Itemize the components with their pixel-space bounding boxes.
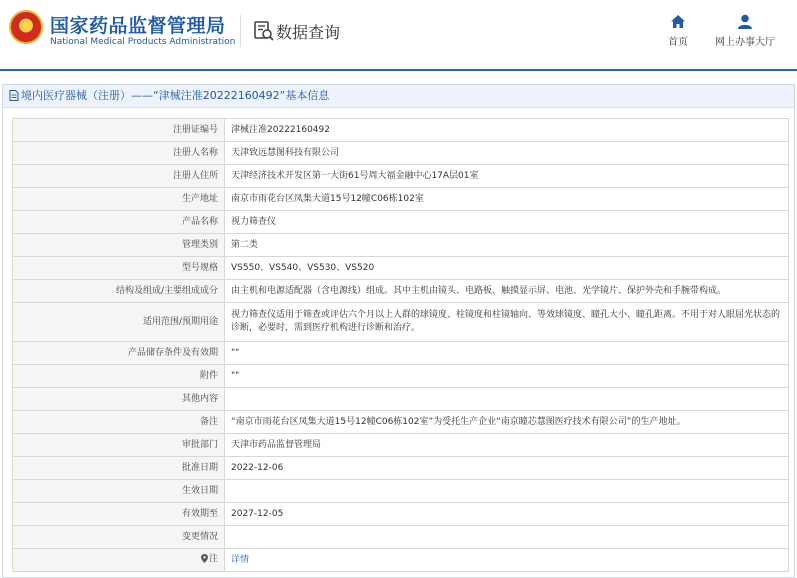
field-label: 型号规格 <box>13 257 225 280</box>
field-value: "" <box>225 365 789 388</box>
field-label: 产品名称 <box>13 211 225 234</box>
table-row <box>13 342 789 365</box>
table-row <box>13 188 789 211</box>
field-label: 审批部门 <box>13 434 225 457</box>
field-label: 注册人名称 <box>13 142 225 165</box>
site-header <box>0 0 797 66</box>
field-value <box>225 549 789 572</box>
table-row <box>13 303 789 342</box>
nav-online-hall-button[interactable] <box>712 14 778 48</box>
header-divider <box>240 15 241 47</box>
table-row <box>13 280 789 303</box>
table-row <box>13 388 789 411</box>
table-row <box>13 211 789 234</box>
field-value: VS550、VS540、VS530、VS520 <box>225 257 789 280</box>
user-icon <box>737 14 753 29</box>
field-label: 备注 <box>13 411 225 434</box>
field-value: "" <box>225 342 789 365</box>
field-value: 天津市药品监督管理局 <box>225 434 789 457</box>
field-value: 2027-12-05 <box>225 503 789 526</box>
data-query-title: 数据查询 <box>276 23 341 42</box>
nav-home-button[interactable] <box>663 14 693 48</box>
details-link[interactable]: 详情 <box>231 554 250 565</box>
table-row <box>13 480 789 503</box>
field-label: 管理类别 <box>13 234 225 257</box>
table-row <box>13 549 789 572</box>
nav-online-hall-label: 网上办事大厅 <box>715 37 775 48</box>
field-value <box>225 480 789 503</box>
panel-heading <box>3 85 794 108</box>
panel-title: 境内医疗器械（注册）——“津械注准20222160492”基本信息 <box>21 89 330 102</box>
field-label-note <box>13 549 225 572</box>
note-label: 注 <box>208 553 218 564</box>
table-row <box>13 434 789 457</box>
field-value: 由主机和电源适配器（含电源线）组成。其中主机由镜头、电路板、触摸显示屏、电池、光学镜片、保护外壳和手腕带构成。 <box>225 280 789 303</box>
nav-home-label: 首页 <box>668 37 688 48</box>
field-value: 第二类 <box>225 234 789 257</box>
field-value: 津械注准20222160492 <box>225 119 789 142</box>
national-emblem-icon: ★ <box>9 10 43 44</box>
org-name-en[interactable]: National Medical Products Administration <box>50 37 236 47</box>
basic-info-panel <box>2 84 795 578</box>
field-label: 产品储存条件及有效期 <box>13 342 225 365</box>
field-value: 南京市雨花台区凤集大道15号12幢C06栋102室 <box>225 188 789 211</box>
table-row <box>13 365 789 388</box>
table-row <box>13 526 789 549</box>
field-label: 批准日期 <box>13 457 225 480</box>
document-icon <box>9 87 19 109</box>
field-value: 2022-12-06 <box>225 457 789 480</box>
table-row <box>13 165 789 188</box>
data-query-icon <box>253 20 275 42</box>
field-value: 视力筛查仪适用于筛查或评估六个月以上人群的球镜度、柱镜度和柱镜轴向、等效球镜度、瞳孔大小、瞳孔距离。不用于对人眼屈光状态的诊断，必要时，需到医疗机构进行诊断和治疗。 <box>225 303 789 342</box>
org-name-cn[interactable]: 国家药品监督管理局 <box>50 15 226 37</box>
field-label: 适用范围/预期用途 <box>13 303 225 342</box>
location-pin-icon <box>201 554 208 568</box>
field-value: “南京市雨花台区凤集大道15号12幢C06栋102室”为受托生产企业“南京瞳芯慧图医疗技术有限公司”的生产地址。 <box>225 411 789 434</box>
field-label: 其他内容 <box>13 388 225 411</box>
field-label: 变更情况 <box>13 526 225 549</box>
field-value: 天津致远慧图科技有限公司 <box>225 142 789 165</box>
field-label: 结构及组成/主要组成成分 <box>13 280 225 303</box>
field-label: 注册人住所 <box>13 165 225 188</box>
field-value: 天津经济技术开发区第一大街61号周大福金融中心17A层01室 <box>225 165 789 188</box>
table-row <box>13 457 789 480</box>
field-value <box>225 388 789 411</box>
table-row <box>13 411 789 434</box>
table-row <box>13 119 789 142</box>
field-value <box>225 526 789 549</box>
field-label: 生产地址 <box>13 188 225 211</box>
table-row <box>13 257 789 280</box>
field-value: 视力筛查仪 <box>225 211 789 234</box>
field-label: 附件 <box>13 365 225 388</box>
registration-info-table <box>12 118 789 572</box>
field-label: 注册证编号 <box>13 119 225 142</box>
table-row <box>13 234 789 257</box>
home-icon <box>670 14 686 29</box>
header-rule <box>0 69 797 71</box>
table-row <box>13 142 789 165</box>
table-row <box>13 503 789 526</box>
field-label: 生效日期 <box>13 480 225 503</box>
field-label: 有效期至 <box>13 503 225 526</box>
